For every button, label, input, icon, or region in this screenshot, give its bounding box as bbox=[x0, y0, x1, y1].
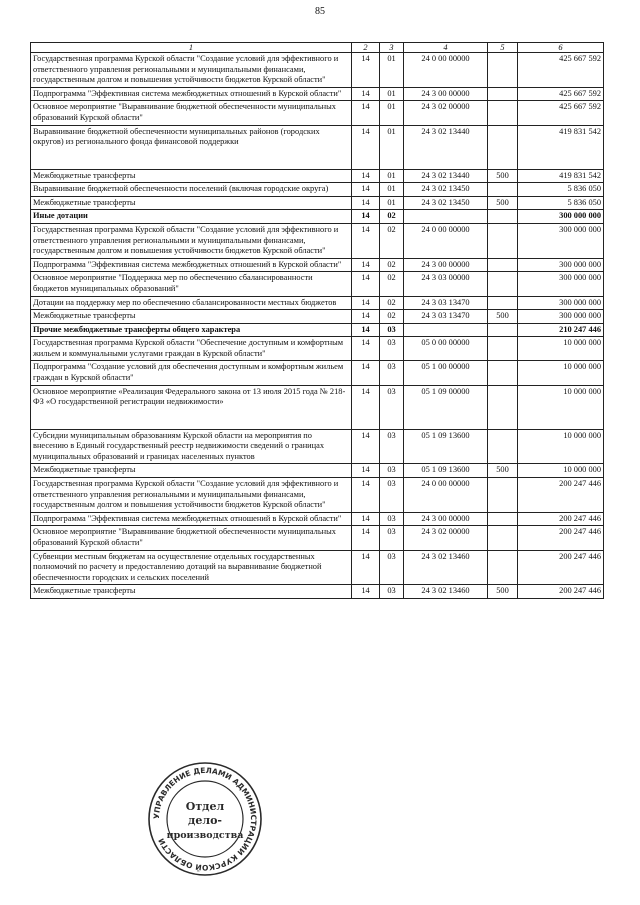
row-subsection-cell: 03 bbox=[380, 361, 404, 385]
row-section-cell: 14 bbox=[352, 210, 380, 224]
row-amount-cell: 10 000 000 bbox=[518, 337, 604, 361]
row-amount-cell: 10 000 000 bbox=[518, 385, 604, 429]
row-section-cell: 14 bbox=[352, 87, 380, 101]
row-section-cell: 14 bbox=[352, 478, 380, 513]
row-name-cell: Подпрограмма "Эффективная система межбюджетных отношений в Курской области" bbox=[31, 512, 352, 526]
row-target-article-cell: 05 1 09 00000 bbox=[404, 385, 488, 429]
table-header-row bbox=[31, 43, 604, 53]
row-target-article-cell: 24 3 03 13470 bbox=[404, 310, 488, 324]
row-expense-type-cell: 500 bbox=[488, 585, 518, 599]
stamp-line-3: производства bbox=[166, 830, 244, 841]
table-row bbox=[31, 429, 604, 464]
table-row bbox=[31, 272, 604, 296]
row-subsection-cell: 01 bbox=[380, 87, 404, 101]
row-subsection-cell: 01 bbox=[380, 125, 404, 169]
row-name-cell: Государственная программа Курской области "Обеспечение доступным и комфортным жильем и коммунальными услугами граждан в Курской области" bbox=[31, 337, 352, 361]
row-target-article-cell bbox=[404, 210, 488, 224]
table-row bbox=[31, 478, 604, 513]
row-amount-cell: 200 247 446 bbox=[518, 585, 604, 599]
row-target-article-cell: 24 3 00 00000 bbox=[404, 258, 488, 272]
table-row bbox=[31, 101, 604, 125]
budget-table bbox=[30, 42, 604, 599]
table-row bbox=[31, 385, 604, 429]
row-expense-type-cell bbox=[488, 223, 518, 258]
row-name-cell: Межбюджетные трансферты bbox=[31, 196, 352, 210]
row-expense-type-cell bbox=[488, 429, 518, 464]
row-amount-cell: 200 247 446 bbox=[518, 550, 604, 585]
table-row bbox=[31, 323, 604, 337]
row-expense-type-cell bbox=[488, 53, 518, 88]
row-subsection-cell: 03 bbox=[380, 512, 404, 526]
row-amount-cell: 300 000 000 bbox=[518, 310, 604, 324]
row-name-cell: Выравнивание бюджетной обеспеченности муниципальных районов (городских округов) из регионального фонда финансовой поддержки bbox=[31, 125, 352, 169]
row-section-cell: 14 bbox=[352, 429, 380, 464]
row-amount-cell: 10 000 000 bbox=[518, 361, 604, 385]
row-subsection-cell: 03 bbox=[380, 550, 404, 585]
row-name-cell: Государственная программа Курской области "Создание условий для эффективного и ответственного управления региональными и муниципальными финансами, государственным долгом и повышения устойчивости бюджетов Курской области" bbox=[31, 223, 352, 258]
header-col-6: 6 bbox=[518, 43, 604, 53]
row-section-cell: 14 bbox=[352, 361, 380, 385]
row-section-cell: 14 bbox=[352, 512, 380, 526]
header-col-5: 5 bbox=[488, 43, 518, 53]
row-target-article-cell: 24 3 02 13450 bbox=[404, 196, 488, 210]
row-target-article-cell: 24 3 02 13450 bbox=[404, 183, 488, 197]
row-amount-cell: 425 667 592 bbox=[518, 53, 604, 88]
row-expense-type-cell bbox=[488, 258, 518, 272]
row-name-cell: Основное мероприятие «Реализация Федерального закона от 13 июля 2015 года № 218-ФЗ «О государственной регистрации недвижимости» bbox=[31, 385, 352, 429]
row-target-article-cell: 24 0 00 00000 bbox=[404, 223, 488, 258]
row-name-cell: Основное мероприятие "Выравнивание бюджетной обеспеченности муниципальных образований Курской области" bbox=[31, 101, 352, 125]
header-col-4: 4 bbox=[404, 43, 488, 53]
row-target-article-cell: 24 3 03 13470 bbox=[404, 296, 488, 310]
row-amount-cell: 419 831 542 bbox=[518, 125, 604, 169]
row-target-article-cell: 24 3 00 00000 bbox=[404, 512, 488, 526]
table-row bbox=[31, 169, 604, 183]
row-subsection-cell: 02 bbox=[380, 310, 404, 324]
row-subsection-cell: 02 bbox=[380, 258, 404, 272]
row-target-article-cell: 24 3 02 13460 bbox=[404, 585, 488, 599]
row-name-cell: Выравнивание бюджетной обеспеченности поселений (включая городские округа) bbox=[31, 183, 352, 197]
table-row bbox=[31, 183, 604, 197]
row-name-cell: Подпрограмма "Создание условий для обеспечения доступным и комфортным жильем граждан в Курской области" bbox=[31, 361, 352, 385]
row-target-article-cell: 24 0 00 00000 bbox=[404, 478, 488, 513]
header-col-2: 2 bbox=[352, 43, 380, 53]
row-amount-cell: 10 000 000 bbox=[518, 464, 604, 478]
row-section-cell: 14 bbox=[352, 125, 380, 169]
header-col-3: 3 bbox=[380, 43, 404, 53]
row-subsection-cell: 03 bbox=[380, 478, 404, 513]
row-section-cell: 14 bbox=[352, 385, 380, 429]
row-subsection-cell: 02 bbox=[380, 272, 404, 296]
row-amount-cell: 419 831 542 bbox=[518, 169, 604, 183]
row-name-cell: Дотации на поддержку мер по обеспечению сбалансированности местных бюджетов bbox=[31, 296, 352, 310]
row-amount-cell: 210 247 446 bbox=[518, 323, 604, 337]
table-row bbox=[31, 310, 604, 324]
row-section-cell: 14 bbox=[352, 53, 380, 88]
row-expense-type-cell bbox=[488, 323, 518, 337]
row-name-cell: Иные дотации bbox=[31, 210, 352, 224]
row-expense-type-cell bbox=[488, 87, 518, 101]
row-subsection-cell: 01 bbox=[380, 169, 404, 183]
row-amount-cell: 300 000 000 bbox=[518, 272, 604, 296]
row-name-cell: Межбюджетные трансферты bbox=[31, 464, 352, 478]
row-section-cell: 14 bbox=[352, 526, 380, 550]
table-row bbox=[31, 125, 604, 169]
row-expense-type-cell: 500 bbox=[488, 464, 518, 478]
row-subsection-cell: 01 bbox=[380, 196, 404, 210]
row-amount-cell: 300 000 000 bbox=[518, 210, 604, 224]
row-expense-type-cell bbox=[488, 550, 518, 585]
row-expense-type-cell bbox=[488, 296, 518, 310]
table-row bbox=[31, 464, 604, 478]
row-subsection-cell: 03 bbox=[380, 464, 404, 478]
table-row bbox=[31, 526, 604, 550]
stamp-line-2: дело- bbox=[188, 814, 222, 827]
table-row bbox=[31, 223, 604, 258]
row-subsection-cell: 03 bbox=[380, 323, 404, 337]
row-expense-type-cell bbox=[488, 526, 518, 550]
table-row bbox=[31, 210, 604, 224]
row-expense-type-cell bbox=[488, 512, 518, 526]
row-name-cell: Межбюджетные трансферты bbox=[31, 169, 352, 183]
row-amount-cell: 5 836 050 bbox=[518, 196, 604, 210]
row-section-cell: 14 bbox=[352, 196, 380, 210]
row-expense-type-cell bbox=[488, 385, 518, 429]
row-section-cell: 14 bbox=[352, 296, 380, 310]
row-subsection-cell: 02 bbox=[380, 296, 404, 310]
row-target-article-cell: 24 3 02 13440 bbox=[404, 169, 488, 183]
table-row bbox=[31, 512, 604, 526]
office-stamp bbox=[146, 760, 264, 878]
page-number: 85 bbox=[315, 6, 325, 17]
row-subsection-cell: 01 bbox=[380, 183, 404, 197]
row-name-cell: Подпрограмма "Эффективная система межбюджетных отношений в Курской области" bbox=[31, 258, 352, 272]
row-name-cell: Основное мероприятие "Поддержка мер по обеспечению сбалансированности бюджетов муниципальных образований" bbox=[31, 272, 352, 296]
row-section-cell: 14 bbox=[352, 101, 380, 125]
row-target-article-cell: 24 3 02 13460 bbox=[404, 550, 488, 585]
row-target-article-cell: 05 1 09 13600 bbox=[404, 429, 488, 464]
row-name-cell: Государственная программа Курской области "Создание условий для эффективного и ответственного управления региональными и муниципальными финансами, государственным долгом и повышения устойчивости бюджетов Курской области" bbox=[31, 478, 352, 513]
row-target-article-cell: 24 3 00 00000 bbox=[404, 87, 488, 101]
table-row bbox=[31, 550, 604, 585]
row-subsection-cell: 02 bbox=[380, 223, 404, 258]
row-expense-type-cell bbox=[488, 478, 518, 513]
row-amount-cell: 425 667 592 bbox=[518, 87, 604, 101]
row-name-cell: Прочие межбюджетные трансферты общего характера bbox=[31, 323, 352, 337]
row-name-cell: Государственная программа Курской области "Создание условий для эффективного и ответственного управления региональными и муниципальными финансами, государственным долгом и повышения устойчивости бюджетов Курской области" bbox=[31, 53, 352, 88]
row-expense-type-cell bbox=[488, 337, 518, 361]
row-section-cell: 14 bbox=[352, 272, 380, 296]
row-expense-type-cell bbox=[488, 101, 518, 125]
row-name-cell: Межбюджетные трансферты bbox=[31, 310, 352, 324]
row-amount-cell: 425 667 592 bbox=[518, 101, 604, 125]
row-name-cell: Субвенции местным бюджетам на осуществление отдельных государственных полномочий по расчету и предоставлению дотаций на выравнивание бюджетной обеспеченности городских и сельских поселений bbox=[31, 550, 352, 585]
row-subsection-cell: 01 bbox=[380, 101, 404, 125]
row-target-article-cell bbox=[404, 323, 488, 337]
row-name-cell: Подпрограмма "Эффективная система межбюджетных отношений в Курской области" bbox=[31, 87, 352, 101]
row-expense-type-cell: 500 bbox=[488, 169, 518, 183]
row-target-article-cell: 05 1 09 13600 bbox=[404, 464, 488, 478]
row-subsection-cell: 03 bbox=[380, 429, 404, 464]
row-section-cell: 14 bbox=[352, 464, 380, 478]
row-name-cell: Межбюджетные трансферты bbox=[31, 585, 352, 599]
row-expense-type-cell: 500 bbox=[488, 196, 518, 210]
row-section-cell: 14 bbox=[352, 183, 380, 197]
row-target-article-cell: 24 3 02 13440 bbox=[404, 125, 488, 169]
row-subsection-cell: 03 bbox=[380, 385, 404, 429]
row-target-article-cell: 24 0 00 00000 bbox=[404, 53, 488, 88]
row-section-cell: 14 bbox=[352, 550, 380, 585]
row-section-cell: 14 bbox=[352, 337, 380, 361]
table-row bbox=[31, 585, 604, 599]
table-body bbox=[31, 53, 604, 599]
row-target-article-cell: 24 3 02 00000 bbox=[404, 526, 488, 550]
table-row bbox=[31, 258, 604, 272]
row-subsection-cell: 03 bbox=[380, 585, 404, 599]
row-section-cell: 14 bbox=[352, 223, 380, 258]
row-section-cell: 14 bbox=[352, 310, 380, 324]
row-section-cell: 14 bbox=[352, 258, 380, 272]
table-row bbox=[31, 337, 604, 361]
row-subsection-cell: 03 bbox=[380, 337, 404, 361]
table-row bbox=[31, 196, 604, 210]
stamp-line-1: Отдел bbox=[185, 800, 225, 813]
row-target-article-cell: 24 3 02 00000 bbox=[404, 101, 488, 125]
row-amount-cell: 10 000 000 bbox=[518, 429, 604, 464]
row-target-article-cell: 05 1 00 00000 bbox=[404, 361, 488, 385]
stamp-ring-text: УПРАВЛЕНИЕ ДЕЛАМИ АДМИНИСТРАЦИИ КУРСКОЙ ОБЛАСТИ bbox=[151, 765, 259, 873]
row-amount-cell: 5 836 050 bbox=[518, 183, 604, 197]
table-row bbox=[31, 87, 604, 101]
row-name-cell: Субсидии муниципальным образованиям Курской области на мероприятия по внесению в Единый государственный реестр недвижимости сведений о границах муниципальных образований и границах населенных пунктов bbox=[31, 429, 352, 464]
row-subsection-cell: 01 bbox=[380, 53, 404, 88]
row-expense-type-cell: 500 bbox=[488, 310, 518, 324]
row-expense-type-cell bbox=[488, 361, 518, 385]
row-amount-cell: 200 247 446 bbox=[518, 512, 604, 526]
row-subsection-cell: 03 bbox=[380, 526, 404, 550]
row-section-cell: 14 bbox=[352, 323, 380, 337]
row-section-cell: 14 bbox=[352, 585, 380, 599]
table-row bbox=[31, 296, 604, 310]
table-row bbox=[31, 361, 604, 385]
row-target-article-cell: 24 3 03 00000 bbox=[404, 272, 488, 296]
row-amount-cell: 200 247 446 bbox=[518, 478, 604, 513]
row-expense-type-cell bbox=[488, 210, 518, 224]
row-target-article-cell: 05 0 00 00000 bbox=[404, 337, 488, 361]
row-expense-type-cell bbox=[488, 272, 518, 296]
row-amount-cell: 300 000 000 bbox=[518, 296, 604, 310]
table-row bbox=[31, 53, 604, 88]
row-expense-type-cell bbox=[488, 125, 518, 169]
row-amount-cell: 200 247 446 bbox=[518, 526, 604, 550]
header-col-1: 1 bbox=[31, 43, 352, 53]
row-subsection-cell: 02 bbox=[380, 210, 404, 224]
row-section-cell: 14 bbox=[352, 169, 380, 183]
row-name-cell: Основное мероприятие "Выравнивание бюджетной обеспеченности муниципальных образований Курской области" bbox=[31, 526, 352, 550]
row-amount-cell: 300 000 000 bbox=[518, 258, 604, 272]
row-expense-type-cell bbox=[488, 183, 518, 197]
row-amount-cell: 300 000 000 bbox=[518, 223, 604, 258]
